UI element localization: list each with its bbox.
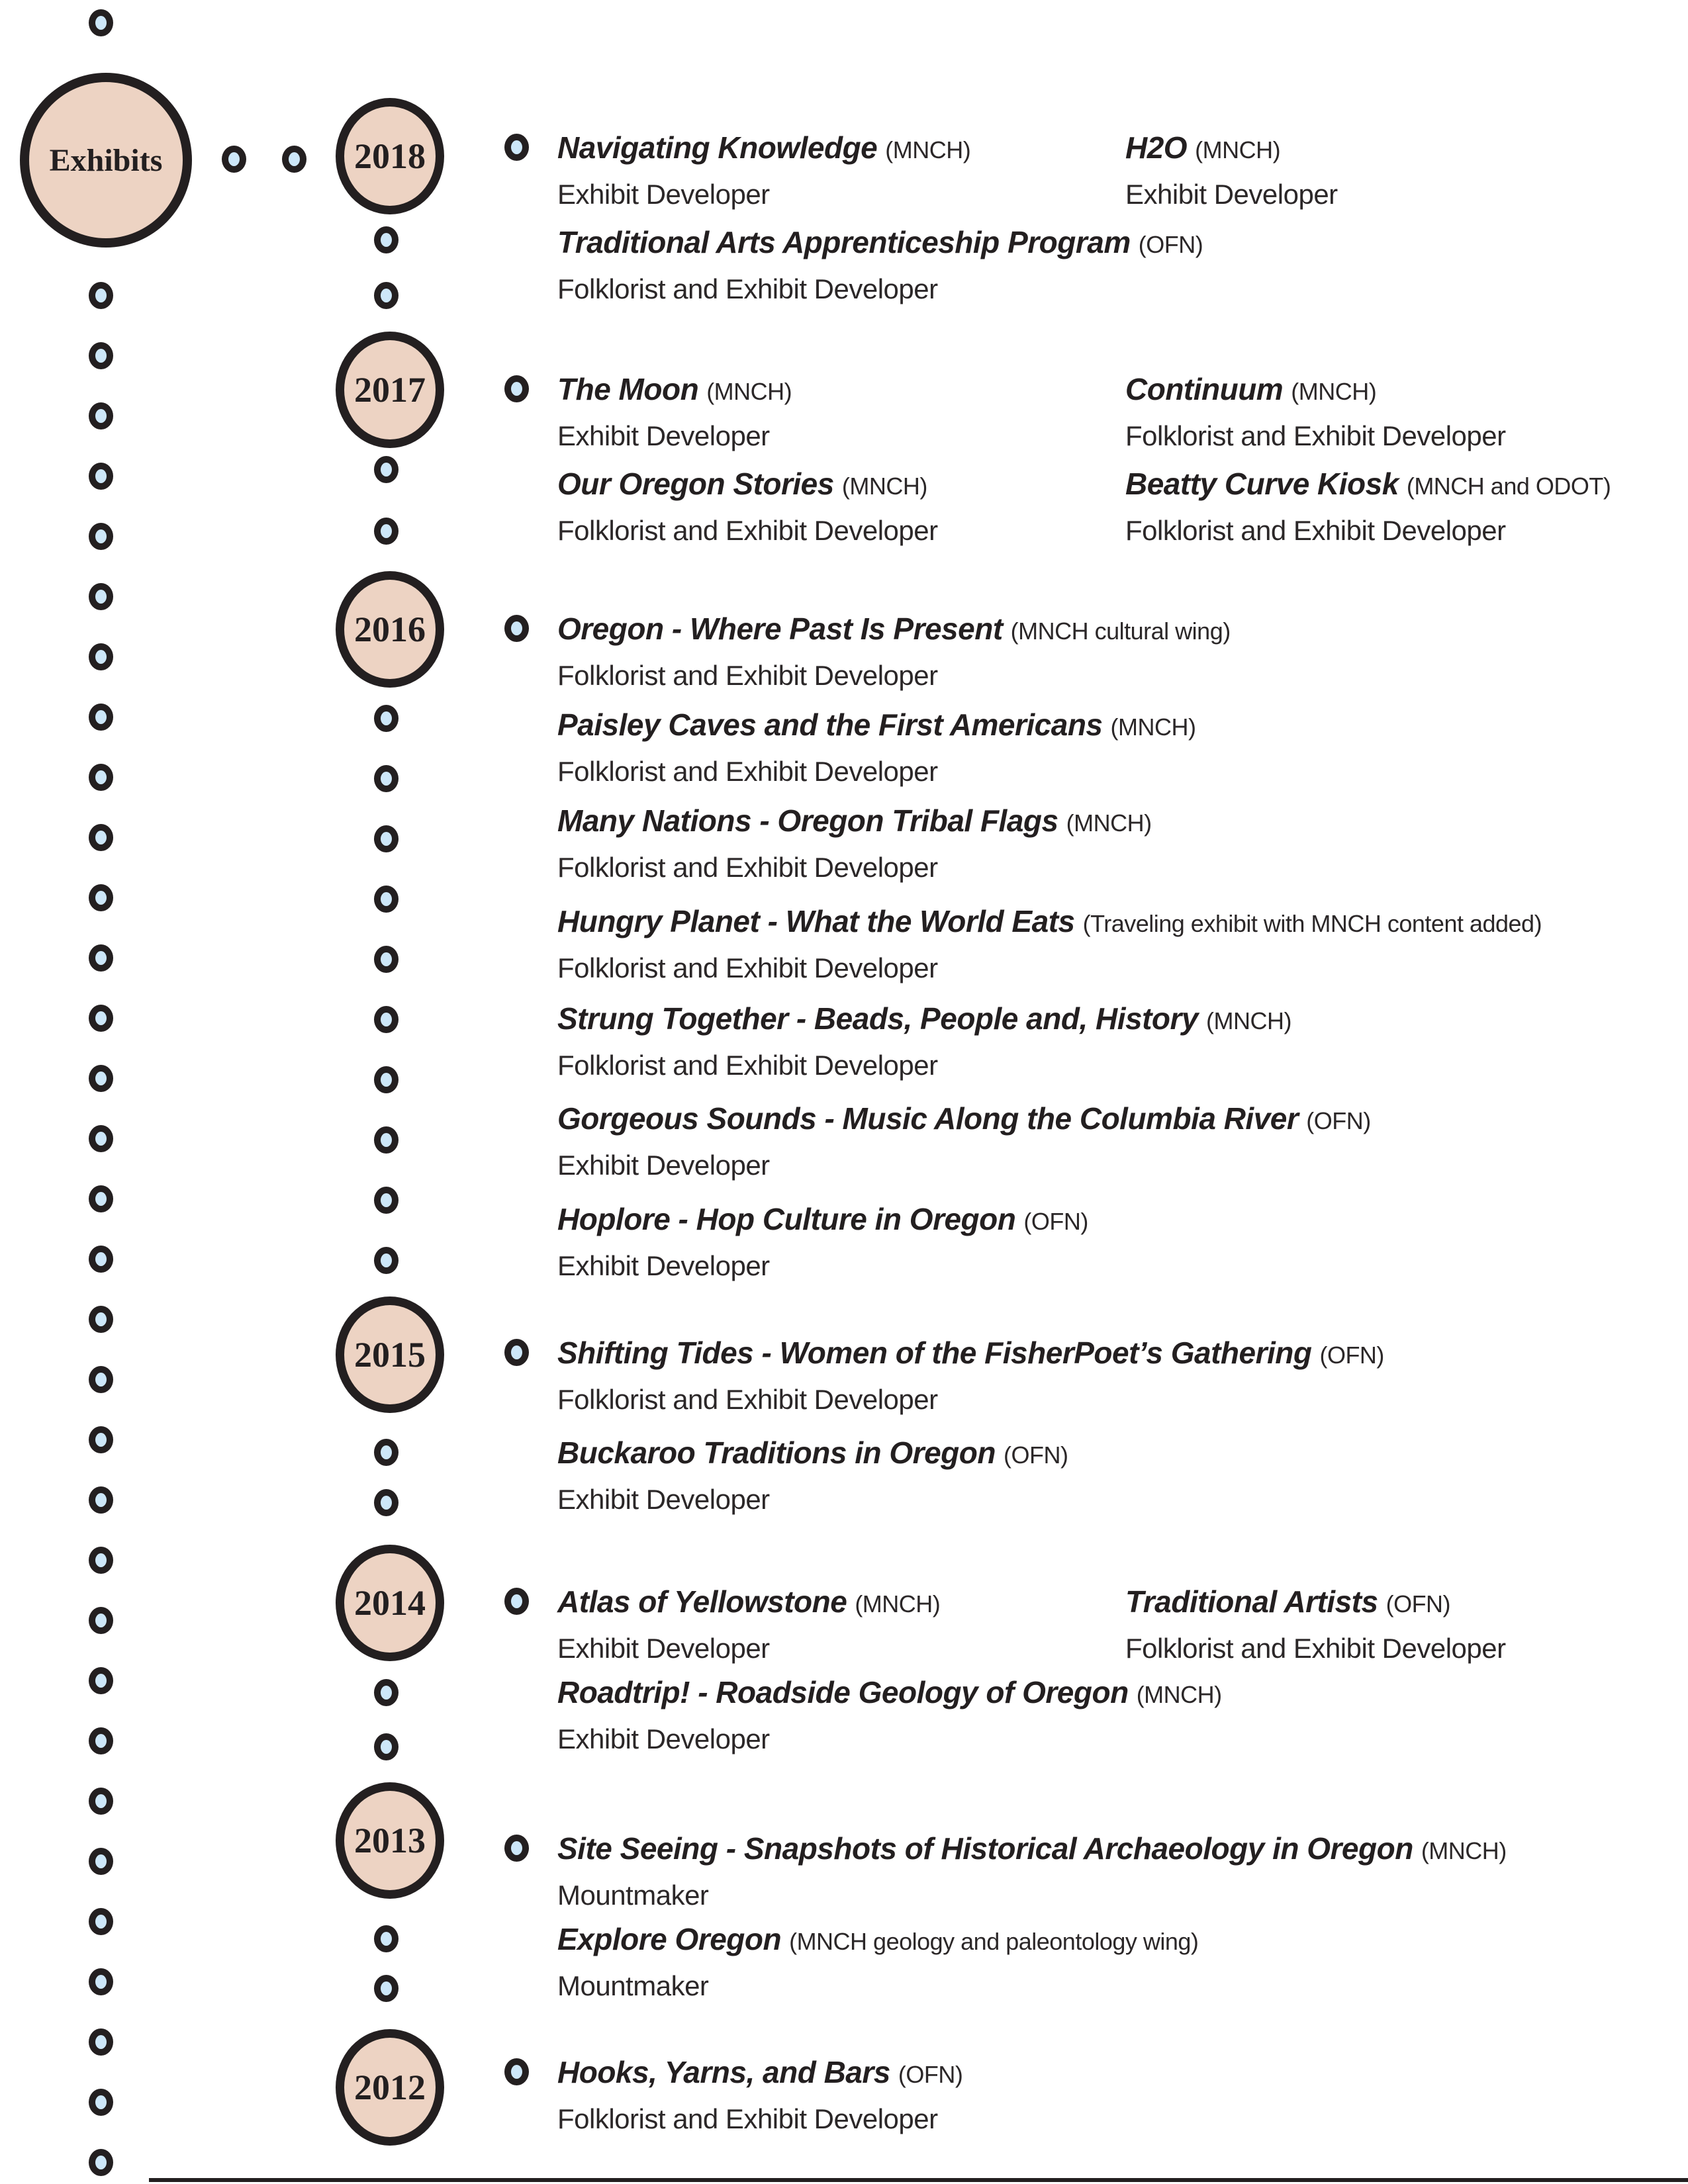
entry-title-line — [557, 1200, 1656, 1246]
exhibit-entry — [557, 999, 1656, 1083]
timeline-dot — [89, 2149, 113, 2176]
exhibit-role: Mountmaker — [557, 1880, 709, 1911]
exhibit-venue: (OFN) — [1306, 1107, 1371, 1134]
exhibit-title: Traditional Arts Apprenticeship Program — [557, 225, 1131, 259]
exhibit-venue: (OFN) — [1023, 1208, 1088, 1235]
timeline-dot — [89, 1366, 113, 1393]
exhibit-role: Folklorist and Exhibit Developer — [1125, 515, 1506, 546]
year-label: 2014 — [354, 1583, 426, 1623]
exhibit-title: Gorgeous Sounds - Music Along the Columbia River — [557, 1101, 1299, 1136]
entry-row-2014-1 — [557, 1582, 1656, 1666]
entry-row-2017-2 — [557, 465, 1656, 548]
exhibit-venue: (MNCH cultural wing) — [1010, 617, 1231, 645]
exhibit-entry — [557, 610, 1656, 693]
exhibit-role: Exhibit Developer — [557, 1723, 770, 1754]
timeline-dot — [89, 944, 113, 972]
timeline-dot — [374, 765, 399, 792]
timeline-dot — [374, 1679, 399, 1706]
timeline-dot — [89, 1426, 113, 1453]
exhibit-role: Folklorist and Exhibit Developer — [557, 756, 938, 787]
exhibit-role: Folklorist and Exhibit Developer — [557, 1050, 938, 1081]
entry-title-line — [1125, 128, 1655, 175]
exhibit-entry — [557, 801, 1656, 885]
year-label: 2013 — [354, 1821, 426, 1860]
timeline-dot — [89, 764, 113, 791]
timeline-dot — [89, 342, 113, 369]
timeline-dot — [89, 463, 113, 490]
entry-row-2017-1 — [557, 370, 1656, 453]
exhibit-role: Mountmaker — [557, 1970, 709, 2001]
exhibit-venue: (MNCH) — [1195, 136, 1281, 163]
timeline-dot — [374, 1733, 399, 1760]
exhibit-entry — [557, 1334, 1656, 1417]
timeline-dot — [89, 1607, 113, 1634]
timeline-dot — [89, 1306, 113, 1333]
exhibit-venue: (MNCH) — [706, 378, 792, 405]
timeline-dot — [89, 1667, 113, 1694]
year-circle-2018 — [336, 98, 444, 214]
exhibit-role: Exhibit Developer — [557, 179, 770, 210]
exhibit-role: Folklorist and Exhibit Developer — [557, 852, 938, 883]
entry-row-2014-2 — [557, 1673, 1656, 1756]
exhibit-venue: (MNCH) — [1066, 809, 1152, 837]
exhibit-venue: (MNCH) — [841, 473, 927, 500]
timeline-dot — [374, 1006, 399, 1033]
timeline-dot — [89, 1065, 113, 1092]
entry-bullet-dot — [504, 134, 529, 161]
entry-title-line — [557, 902, 1656, 948]
entry-title-line — [557, 1099, 1656, 1146]
entry-title-line — [557, 2053, 1656, 2099]
timeline-dot — [374, 282, 399, 309]
exhibit-entry — [557, 902, 1656, 985]
exhibit-role: Exhibit Developer — [557, 1250, 770, 1281]
exhibit-venue: (OFN) — [1319, 1342, 1384, 1369]
entry-title-line — [557, 705, 1656, 752]
entry-row-2015-1 — [557, 1334, 1656, 1417]
timeline-dot — [89, 9, 113, 36]
entry-bullet-dot — [504, 2058, 529, 2085]
timeline-dot — [374, 825, 399, 852]
timeline-dot — [89, 1547, 113, 1574]
exhibit-title: Many Nations - Oregon Tribal Flags — [557, 803, 1058, 838]
entry-title-line — [557, 223, 1656, 269]
exhibit-role: Folklorist and Exhibit Developer — [1125, 420, 1506, 451]
exhibit-entry — [557, 1829, 1656, 1913]
exhibit-title: Oregon - Where Past Is Present — [557, 612, 1003, 646]
entry-row-2015-2 — [557, 1433, 1656, 1517]
entry-row-2013-2 — [557, 1920, 1656, 2003]
exhibit-role: Folklorist and Exhibit Developer — [1125, 1633, 1506, 1664]
timeline-dot — [374, 886, 399, 913]
entry-row-2016-4 — [557, 902, 1656, 985]
year-circle-2016 — [336, 571, 444, 688]
exhibit-entry — [557, 1433, 1656, 1517]
timeline-dot — [89, 824, 113, 851]
exhibit-entry — [1125, 370, 1655, 453]
exhibit-entry — [1125, 128, 1655, 212]
exhibit-entry — [1125, 465, 1655, 548]
exhibit-role: Folklorist and Exhibit Developer — [557, 273, 938, 304]
entry-title-line — [557, 999, 1656, 1046]
entry-row-2016-1 — [557, 610, 1656, 693]
entry-bullet-dot — [504, 1588, 529, 1615]
exhibit-entry — [557, 1920, 1656, 2003]
timeline-dot — [89, 704, 113, 731]
exhibit-role: Folklorist and Exhibit Developer — [557, 1384, 938, 1415]
entry-row-2018-1 — [557, 128, 1656, 212]
year-label: 2017 — [354, 370, 426, 410]
timeline-dot — [374, 456, 399, 483]
timeline-dot — [89, 1005, 113, 1032]
entry-title-line — [557, 1334, 1656, 1380]
timeline-dot — [89, 2028, 113, 2056]
exhibit-venue: (MNCH) — [1110, 713, 1196, 741]
timeline-dot — [374, 1925, 399, 1952]
timeline-dot — [374, 946, 399, 973]
year-label: 2015 — [354, 1335, 426, 1375]
exhibit-entry — [557, 223, 1656, 306]
exhibit-venue: (MNCH) — [1421, 1837, 1507, 1864]
entry-bullet-dot — [504, 615, 529, 642]
year-label: 2016 — [354, 610, 426, 649]
timeline-dot — [89, 1788, 113, 1815]
timeline-dot — [89, 1908, 113, 1935]
exhibit-role: Folklorist and Exhibit Developer — [557, 952, 938, 983]
exhibit-venue: (MNCH geology and paleontology wing) — [789, 1928, 1199, 1955]
entry-row-2016-6 — [557, 1099, 1656, 1183]
timeline-dot — [222, 146, 246, 173]
exhibit-venue: (MNCH) — [855, 1590, 941, 1617]
year-circle-2012 — [336, 2029, 444, 2146]
entry-title-line — [557, 1433, 1656, 1480]
timeline-dot — [89, 643, 113, 670]
timeline-dot — [374, 1975, 399, 2002]
exhibit-title: Beatty Curve Kiosk — [1125, 467, 1399, 501]
entry-row-2013-1 — [557, 1829, 1656, 1913]
timeline-dot — [374, 1489, 399, 1516]
exhibit-title: Atlas of Yellowstone — [557, 1584, 847, 1619]
timeline-dot — [282, 146, 306, 173]
entry-row-2012-1 — [557, 2053, 1656, 2136]
entry-bullet-dot — [504, 1835, 529, 1862]
entry-title-line — [557, 1920, 1656, 1966]
exhibit-title: Explore Oregon — [557, 1922, 782, 1956]
entry-bullet-dot — [504, 1339, 529, 1366]
entry-title-line — [557, 1673, 1656, 1719]
entry-title-line — [557, 610, 1656, 656]
exhibit-title: The Moon — [557, 372, 699, 406]
exhibit-title: Roadtrip! - Roadside Geology of Oregon — [557, 1675, 1129, 1709]
exhibit-title: Buckaroo Traditions in Oregon — [557, 1435, 996, 1470]
exhibit-title: Hungry Planet - What the World Eats — [557, 904, 1075, 938]
exhibit-title: Traditional Artists — [1125, 1584, 1378, 1619]
timeline-dot — [89, 1968, 113, 1995]
timeline-dot — [374, 1247, 399, 1274]
exhibit-venue: (OFN) — [1385, 1590, 1451, 1617]
exhibit-role: Exhibit Developer — [557, 1150, 770, 1181]
timeline-dot — [374, 1126, 399, 1154]
entry-row-2016-5 — [557, 999, 1656, 1083]
entry-row-2018-2 — [557, 223, 1656, 306]
entry-title-line — [1125, 1582, 1655, 1629]
exhibit-venue: (MNCH) — [885, 136, 971, 163]
exhibit-role: Folklorist and Exhibit Developer — [557, 660, 938, 691]
entry-title-line — [557, 1829, 1656, 1876]
exhibit-entry — [1125, 1582, 1655, 1666]
exhibit-entry — [557, 1673, 1656, 1756]
exhibit-role: Folklorist and Exhibit Developer — [557, 2103, 938, 2134]
exhibit-title: Hooks, Yarns, and Bars — [557, 2055, 890, 2089]
year-circle-2015 — [336, 1297, 444, 1413]
exhibit-title: Strung Together - Beads, People and, History — [557, 1001, 1198, 1036]
timeline-dot — [89, 523, 113, 550]
exhibit-role: Exhibit Developer — [557, 420, 770, 451]
timeline-dot — [374, 226, 399, 253]
timeline-dot — [374, 705, 399, 732]
exhibit-venue: (MNCH) — [1291, 378, 1377, 405]
timeline-dot — [89, 1486, 113, 1514]
timeline-dot — [89, 1246, 113, 1273]
exhibit-venue: (OFN) — [898, 2061, 963, 2088]
exhibit-role: Exhibit Developer — [557, 1633, 770, 1664]
timeline-dot — [89, 1185, 113, 1212]
exhibit-venue: (MNCH and ODOT) — [1406, 473, 1611, 500]
timeline-dot — [89, 282, 113, 309]
exhibit-title: Hoplore - Hop Culture in Oregon — [557, 1202, 1016, 1236]
exhibit-title: Shifting Tides - Women of the FisherPoet’s Gathering — [557, 1336, 1312, 1370]
timeline-dot — [374, 1439, 399, 1466]
exhibit-venue: (OFN) — [1003, 1441, 1068, 1469]
exhibit-title: Site Seeing - Snapshots of Historical Archaeology in Oregon — [557, 1831, 1413, 1866]
exhibits-circle — [20, 73, 192, 248]
exhibit-role: Exhibit Developer — [1125, 179, 1338, 210]
exhibit-role: Folklorist and Exhibit Developer — [557, 515, 938, 546]
bottom-edge-rule — [149, 2178, 1688, 2182]
exhibit-title: Paisley Caves and the First Americans — [557, 707, 1103, 742]
timeline-dot — [89, 1727, 113, 1754]
timeline-dot — [89, 2089, 113, 2116]
exhibit-role: Exhibit Developer — [557, 1484, 770, 1515]
exhibit-venue: (MNCH) — [1136, 1681, 1222, 1708]
exhibit-title: Continuum — [1125, 372, 1284, 406]
entry-row-2016-7 — [557, 1200, 1656, 1283]
exhibit-entry — [557, 1200, 1656, 1283]
entry-title-line — [1125, 465, 1655, 511]
year-circle-2013 — [336, 1782, 444, 1899]
entry-row-2016-3 — [557, 801, 1656, 885]
exhibit-venue: (OFN) — [1138, 231, 1203, 258]
timeline-dot — [89, 1848, 113, 1875]
timeline-dot — [89, 884, 113, 911]
year-label: 2018 — [354, 136, 426, 176]
exhibit-entry — [557, 1099, 1656, 1183]
timeline-dot — [374, 1066, 399, 1093]
entry-row-2016-2 — [557, 705, 1656, 789]
exhibit-entry — [557, 705, 1656, 789]
entry-bullet-dot — [504, 375, 529, 402]
year-circle-2014 — [336, 1545, 444, 1661]
entry-title-line — [557, 801, 1656, 848]
exhibit-venue: (Traveling exhibit with MNCH content added) — [1082, 910, 1542, 937]
year-label: 2012 — [354, 2068, 426, 2107]
year-circle-2017 — [336, 332, 444, 448]
timeline-dot — [89, 1125, 113, 1152]
exhibit-venue: (MNCH) — [1206, 1007, 1291, 1034]
exhibit-title: Navigating Knowledge — [557, 130, 878, 165]
timeline-dot — [374, 518, 399, 545]
exhibit-title: H2O — [1125, 130, 1188, 165]
exhibits-label: Exhibits — [49, 142, 163, 178]
timeline-dot — [89, 402, 113, 430]
exhibit-title: Our Oregon Stories — [557, 467, 834, 501]
timeline-dot — [89, 583, 113, 610]
entry-title-line — [1125, 370, 1655, 416]
timeline-dot — [374, 1187, 399, 1214]
exhibit-entry — [557, 2053, 1656, 2136]
